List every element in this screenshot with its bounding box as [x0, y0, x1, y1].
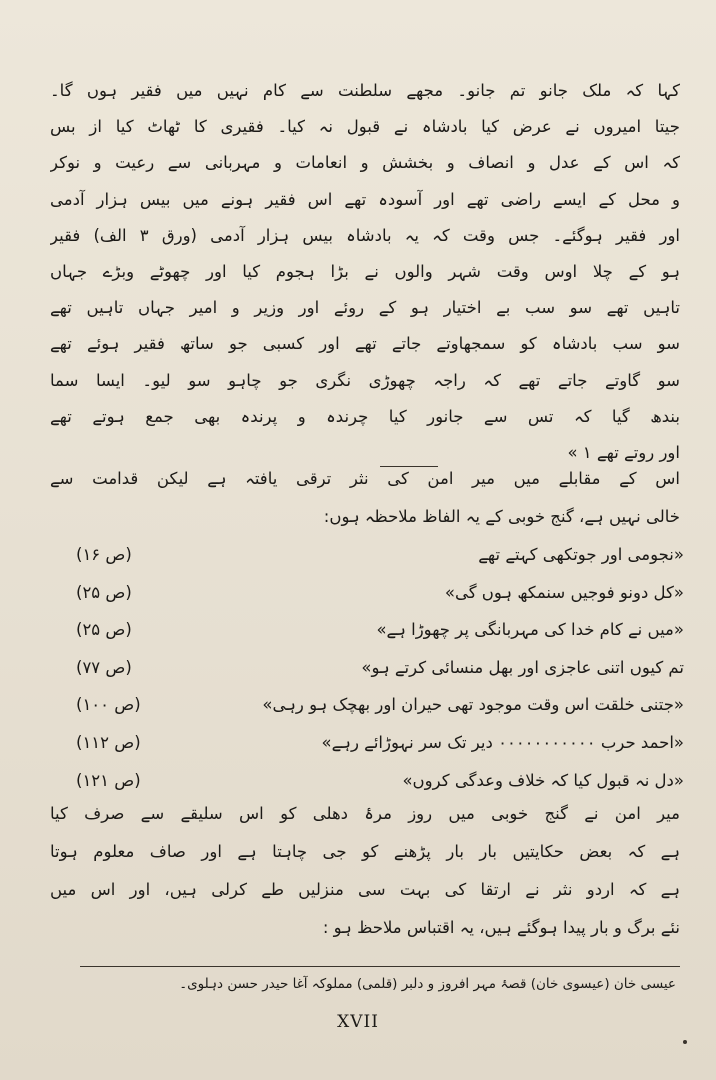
- text-line: میر امن نے گنج خوبی میں روز مرۂ دھلی کو اس سلیقے سے صرف کیا: [50, 804, 680, 823]
- quote-item: [76, 611, 684, 649]
- text-line: کہ اس کے عدل و انصاف و بخشش و انعامات و مہربانی سے رعیت و نوکر: [50, 153, 680, 173]
- quote-item: [76, 574, 684, 612]
- text-line: نئے برگ و بار پیدا ہوگئے ہیں، یہ اقتباس ملاحظ ہو :: [322, 918, 680, 937]
- quote-text: تم کیوں اتنی عاجزی اور بھل منسائی کرتے ہو»: [361, 657, 684, 677]
- page-reference: (ص ۱۶): [76, 545, 132, 564]
- quote-text: «میں نے کام خدا کی مہربانگی پر چھوڑا ہے»: [376, 620, 684, 640]
- footnote-divider: [80, 966, 680, 967]
- page-reference: (ص ۱۰۰): [76, 695, 141, 715]
- quote-text: «دل نہ قبول کیا کہ خلاف وعدگی کروں»: [402, 770, 684, 790]
- text-line: خالی نہیں ہے، گنج خوبی کے یہ الفاظ ملاحظہ ہوں:: [323, 507, 680, 526]
- quote-text: «احمد حرب ۰۰۰۰۰۰۰۰۰۰۰ دیر تک سر نہوڑائے رہے»: [321, 732, 684, 752]
- text-line: اور فقیر ہوگئے۔ جس وقت کہ یہ بادشاہ بیس ہزار آدمی (ورق ۳ الف) فقیر: [50, 225, 680, 245]
- text-line: سو گاوتے جاتے تھے کہ راجہ چھوڑی نگری جو چاہو سو لیو۔ ایسا سما: [50, 370, 680, 390]
- text-line: ہے کہ بعض حکایتیں بار بار پڑھنے کو جی چاہتا ہے اور صاف معلوم ہوتا: [50, 842, 680, 861]
- text-line: و محل کے ایسے راضی تھے اور آسودہ تھے اس فقیر ہونے میں بیس ہزار آدمی: [50, 189, 680, 209]
- quote-text: «جتنی خلقت اس وقت موجود تھی حیران اور بھچک ہو رہی»: [262, 695, 684, 715]
- page-reference: (ص ۲۵): [76, 582, 132, 602]
- paragraph-mir-amman: [50, 795, 680, 947]
- text-line: سو سب بادشاہ کو سمجھاوتے جاتے تھے اور کسبی جو ساتھ فقیر ہوئے تھے: [50, 334, 680, 354]
- page-reference: (ص ۲۵): [76, 620, 132, 640]
- text-line: اس کے مقابلے میں میر امن کی نثر ترقی یافتہ ہے لیکن قدامت سے: [50, 469, 680, 488]
- quote-item: [76, 536, 684, 574]
- paragraph-quoted-passage: [50, 73, 680, 471]
- paragraph-comparison: [50, 460, 680, 536]
- quote-item: [76, 762, 684, 800]
- quote-text: «کل دونو فوجیں سنمکھ ہوں گی»: [444, 582, 684, 602]
- paper-speck: [683, 1040, 687, 1044]
- text-line: ہو کے چلا اوس وقت شہر والوں نے بڑا ہجوم کیا اور چھوٹے وبڑے جہاں: [50, 261, 680, 281]
- quote-item: [76, 686, 684, 724]
- quote-item: [76, 724, 684, 762]
- text-line: بندھ گیا کہ تس سے جانور کیا چرندہ و پرندہ بھی جمع ہوتے تھے: [50, 406, 680, 426]
- text-line: کہا کہ ملک جانو تم جانو۔ مجھے سلطنت سے کام نہیں میں فقیر ہوں گا۔: [50, 81, 680, 100]
- text-line: ہے کہ اردو نثر نے ارتقا کی بہت سی منزلیں طے کرلی ہیں، اور اس میں: [50, 880, 680, 899]
- quote-item: [76, 649, 684, 687]
- page-number: XVII: [337, 1012, 379, 1032]
- text-line: اور روتے تھے ۱ »: [567, 442, 680, 462]
- page-reference: (ص ۷۷): [76, 657, 132, 677]
- text-line: تاہیں تھے سو سب بے اختیار ہو کے روئے اور وزیر و امیر جہاں تاہیں تھے: [50, 298, 680, 318]
- footnote: عیسی خان (عیسوی خان) قصۂ مہر افروز و دلبر (قلمی) مملوکہ آغا حیدر حسن دہلوی۔: [179, 976, 676, 992]
- text-line: جیتا امیروں نے عرض کیا بادشاہ نے قبول نہ کیا۔ فقیری کا ٹھاٹ کیا از بس: [50, 117, 680, 137]
- quote-list: [76, 536, 684, 799]
- page-reference: (ص ۱۱۲): [76, 732, 141, 752]
- quote-text: «نجومی اور جوتکھی کہتے تھے: [478, 545, 684, 564]
- page-reference: (ص ۱۲۱): [76, 770, 141, 790]
